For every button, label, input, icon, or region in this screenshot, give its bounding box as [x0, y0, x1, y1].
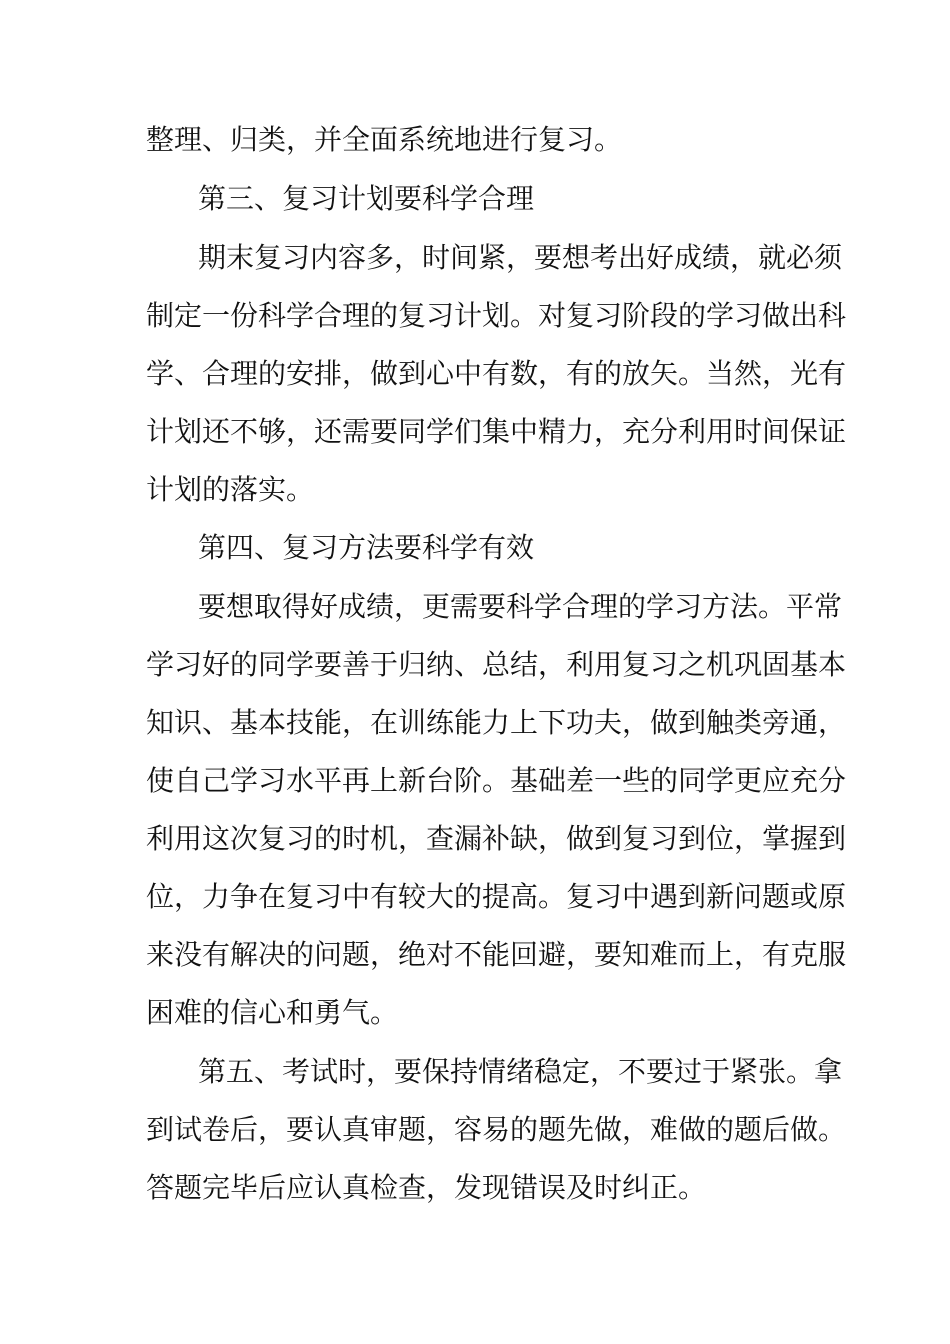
- paragraph-line: 使自己学习水平再上新台阶。基础差一些的同学更应充分: [146, 764, 847, 797]
- paragraph-line: 第五、考试时，要保持情绪稳定，不要过于紧张。拿: [198, 1055, 843, 1088]
- paragraph-line: 制定一份科学合理的复习计划。对复习阶段的学习做出科: [146, 299, 847, 332]
- paragraph-line: 位，力争在复习中有较大的提高。复习中遇到新问题或原: [146, 880, 847, 913]
- text-line: 整理、归类，并全面系统地进行复习。: [146, 123, 623, 156]
- paragraph-line: 利用这次复习的时机，查漏补缺，做到复习到位，掌握到: [146, 822, 847, 855]
- paragraph-line: 困难的信心和勇气。: [146, 996, 399, 1029]
- paragraph-line: 学、合理的安排，做到心中有数，有的放矢。当然，光有: [146, 357, 847, 390]
- paragraph-line: 来没有解决的问题，绝对不能回避，要知难而上，有克服: [146, 938, 847, 971]
- paragraph-line: 学习好的同学要善于归纳、总结，利用复习之机巩固基本: [146, 648, 847, 681]
- section-heading: 第三、复习计划要科学合理: [198, 182, 535, 215]
- paragraph-line: 要想取得好成绩，更需要科学合理的学习方法。平常: [198, 590, 843, 623]
- section-heading: 第四、复习方法要科学有效: [198, 531, 535, 564]
- paragraph-line: 答题完毕后应认真检查，发现错误及时纠正。: [146, 1171, 707, 1204]
- paragraph-line: 知识、基本技能，在训练能力上下功夫，做到触类旁通，: [146, 706, 847, 739]
- paragraph-line: 计划还不够，还需要同学们集中精力，充分利用时间保证: [146, 415, 847, 448]
- paragraph-line: 期末复习内容多，时间紧，要想考出好成绩，就必须: [198, 241, 843, 274]
- paragraph-line: 到试卷后，要认真审题，容易的题先做，难做的题后做。: [146, 1113, 847, 1146]
- paragraph-line: 计划的落实。: [146, 473, 315, 506]
